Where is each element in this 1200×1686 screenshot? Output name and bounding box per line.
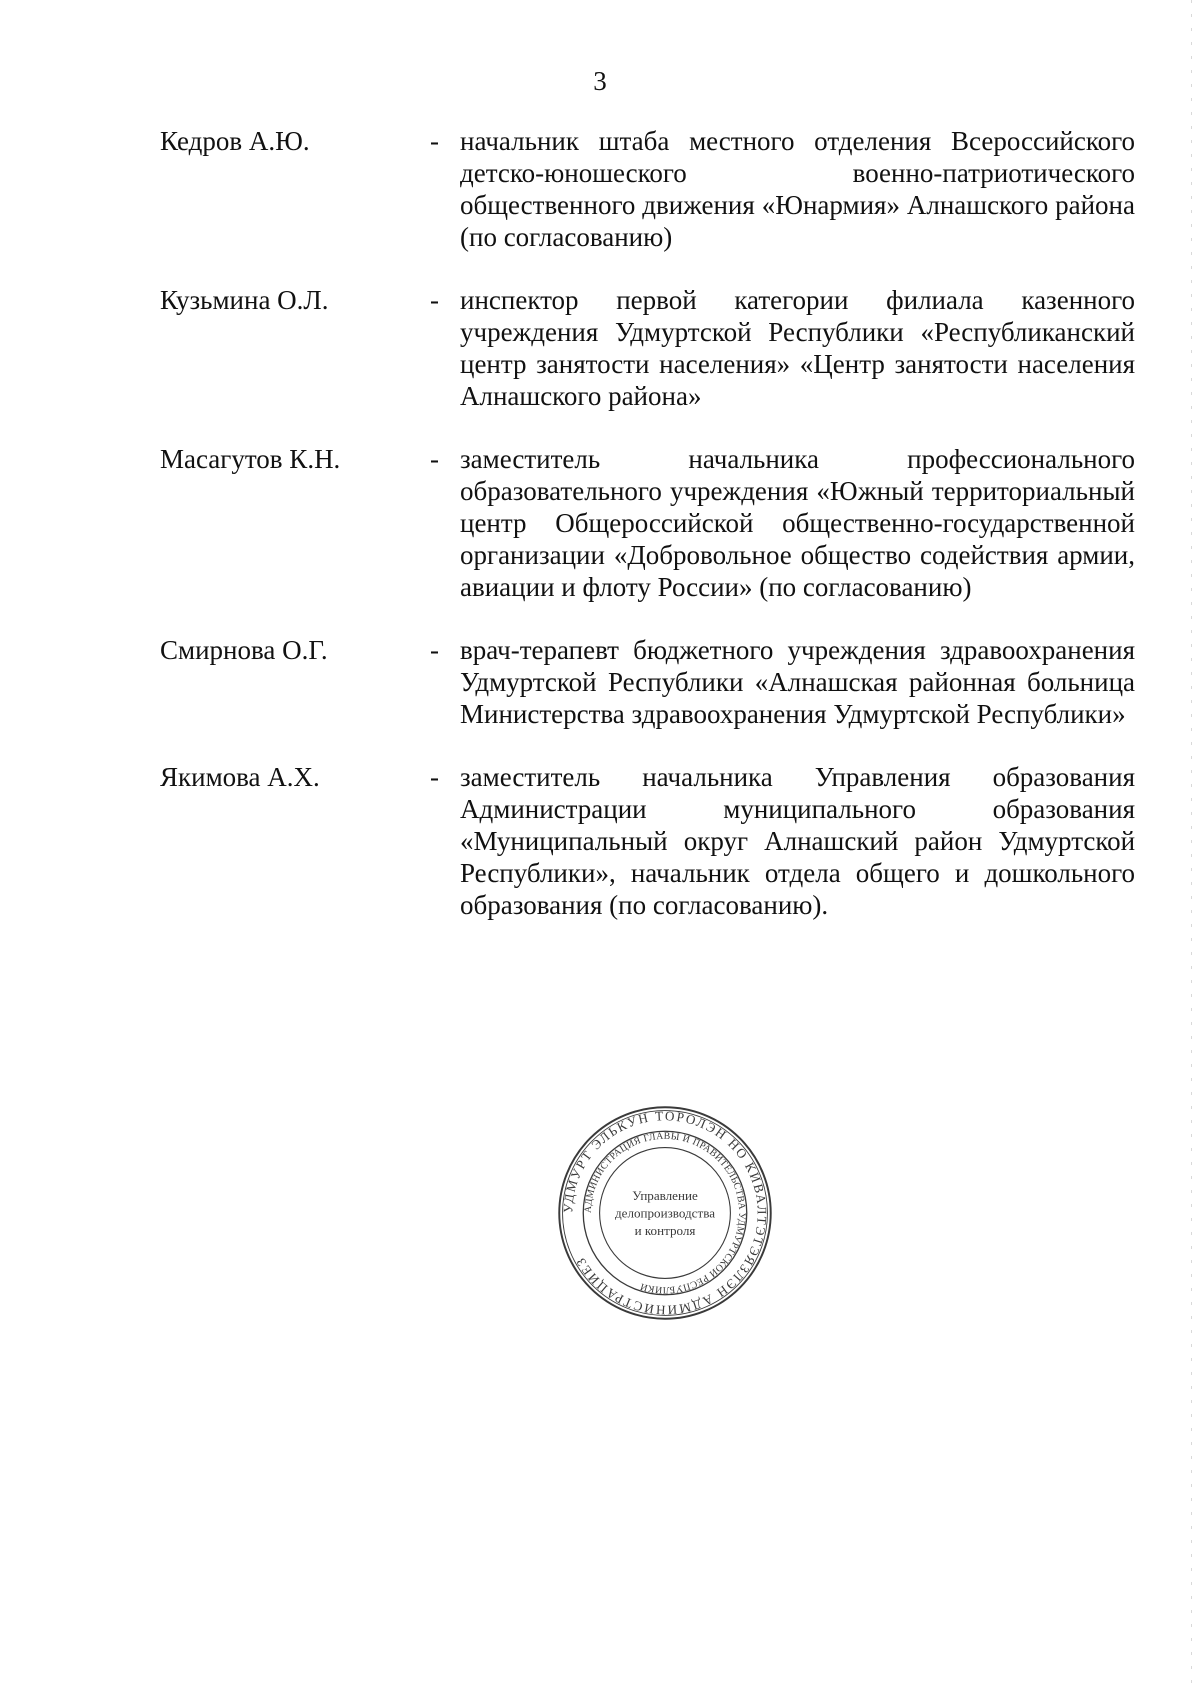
member-entry — [160, 125, 1140, 253]
position-line: «Добровольное общество содействия армии, авиации и — [460, 540, 1135, 602]
seal-inner-text: АДМИНИСТРАЦИЯ ГЛАВЫ И ПРАВИТЕЛЬСТВА УДМУРТСКОЙ РЕСПУБЛИКИ — [582, 1130, 748, 1296]
position-line: образовательного учреждения «Южный — [460, 476, 924, 506]
member-name: Масагутов К.Н. — [160, 444, 341, 474]
seal-center-line: делопроизводства — [615, 1205, 715, 1221]
position-line: Администрации муниципального образования — [460, 794, 1135, 824]
position-line: «Республиканский центр занятости населения» «Центр — [460, 317, 1135, 379]
position-line: общественно-государственной организации — [460, 508, 1135, 570]
position-line: начальник штаба местного отделения Всероссийского — [460, 126, 1135, 156]
seal-outer-text: УДМУРТ ЭЛЬКУН ТОРОЛЭН НО КИВАЛТЭТЭЯЗЛЭН АДМИНИСТРАЦИЕЗ — [560, 1108, 770, 1318]
member-name: Кедров А.Ю. — [160, 126, 310, 156]
page-number: 3 — [593, 66, 607, 96]
seal-center-line: и контроля — [634, 1222, 696, 1238]
official-seal — [556, 1104, 774, 1322]
position-line: детско-юношеского военно-патриотического — [460, 158, 1135, 188]
position-line: «Муниципальный округ Алнашский район — [460, 826, 983, 856]
member-position — [460, 443, 1135, 603]
position-line: Удмуртской Республики», начальник отдела общего и — [460, 826, 1136, 888]
member-position — [460, 125, 1135, 253]
member-entry — [160, 761, 1140, 921]
position-line: флоту России» (по согласованию) — [582, 572, 972, 602]
member-entry — [160, 284, 1140, 412]
member-entry — [160, 634, 1140, 730]
members-list — [160, 125, 1140, 952]
position-line: дошкольного образования (по согласованию). — [460, 858, 1135, 920]
member-name: Смирнова О.Г. — [160, 635, 328, 665]
position-line: района (по согласованию) — [460, 190, 1135, 252]
entry-dash: - — [430, 285, 439, 315]
member-name: Якимова А.Х. — [160, 762, 320, 792]
member-entry — [160, 443, 1140, 603]
position-line: общественного движения «Юнармия» Алнашского — [460, 190, 1049, 220]
member-name: Кузьмина О.Л. — [160, 285, 329, 315]
member-position — [460, 634, 1135, 730]
entry-dash: - — [430, 126, 439, 156]
position-line: инспектор первой категории филиала казенного — [460, 285, 1135, 315]
position-line: здравоохранения Удмуртской Республики «Алнашская — [460, 635, 1135, 697]
position-line: Удмуртской Республики» — [833, 699, 1126, 729]
entry-dash: - — [430, 444, 439, 474]
position-line: районная больница Министерства здравоохранения — [460, 667, 1136, 729]
seal-center-line: Управление — [632, 1187, 698, 1203]
scan-edge-mark — [1191, 0, 1192, 1686]
member-position — [460, 284, 1135, 412]
position-line: заместитель начальника профессионального — [460, 444, 1135, 474]
position-line: занятости населения Алнашского района» — [460, 349, 1136, 411]
position-line: территориальный центр Общероссийской — [460, 476, 1136, 538]
position-line: заместитель начальника Управления образования — [460, 762, 1135, 792]
entry-dash: - — [430, 762, 439, 792]
position-line: врач-терапевт бюджетного учреждения — [460, 635, 926, 665]
member-position — [460, 761, 1135, 921]
position-line: учреждения Удмуртской Республики — [460, 317, 904, 347]
entry-dash: - — [430, 635, 439, 665]
